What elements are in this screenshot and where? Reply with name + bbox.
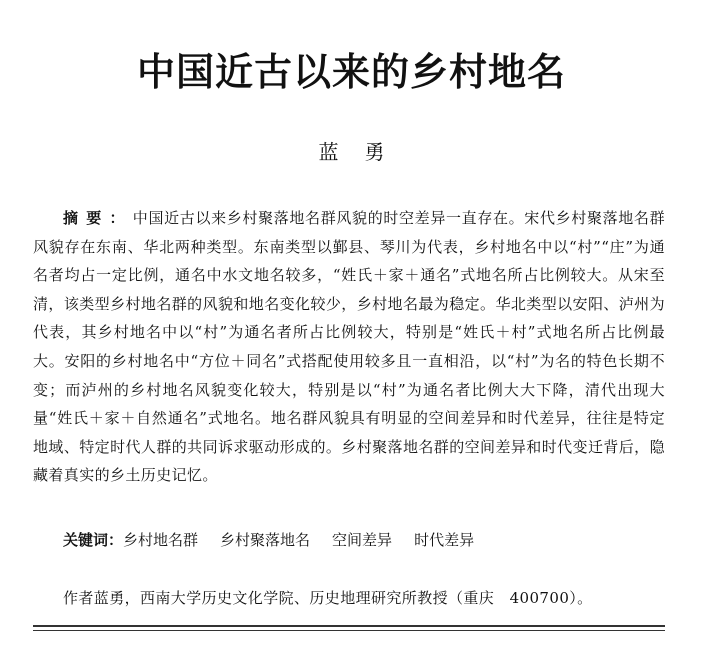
keyword: 空间差异 — [332, 531, 393, 549]
author-name: 蓝勇 — [318, 140, 411, 164]
footnote-rule — [33, 625, 665, 627]
footnote-rule-thin — [33, 630, 665, 631]
abstract-text: 中国近古以来乡村聚落地名群风貌的时空差异一直存在。宋代乡村聚落地名群风貌存在东南、华北两种类型。东南类型以鄞县、琴川为代表，乡村地名中以“村”“庄”为通名者均占一定比例，通名中水文地名较多，“姓氏＋家＋通名”式地名所占比例较大。从宋至清，该类型乡村地名群的风貌和地名变化较少，乡村地名最为稳定。华北类型以安阳、泸州为代表，其乡村地名中以“村”为通名者所占比例较大，特别是“姓氏＋村”式地名所占比例最大。安阳的乡村地名中“方位＋同名”式搭配使用较多且一直相沿，以“村”为名的特色长期不变；而泸州的乡村地名风貌变化较大，特别是以“村”为通名者比例大大下降，清代出现大量“姓氏＋家＋自然通名”式地名。地名群风貌具有明显的空间差异和时代差异，往往是特定地域、特定时代人群的共同诉求驱动形成的。乡村聚落地名群的空间差异和时代变迁背后，隐藏着真实的乡土历史记忆。 — [33, 209, 665, 485]
paper-title: 中国近古以来的乡村地名 — [136, 50, 566, 94]
keyword: 乡村聚落地名 — [220, 531, 311, 549]
abstract-label: 摘要： — [63, 209, 133, 227]
author-note: 作者蓝勇，西南大学历史文化学院、历史地理研究所教授（重庆 400700）。 — [63, 589, 593, 607]
abstract — [33, 204, 665, 490]
keywords-label: 关键词： — [63, 531, 124, 549]
keywords — [63, 526, 673, 554]
keyword: 乡村地名群 — [123, 531, 199, 549]
keyword: 时代差异 — [414, 531, 475, 549]
